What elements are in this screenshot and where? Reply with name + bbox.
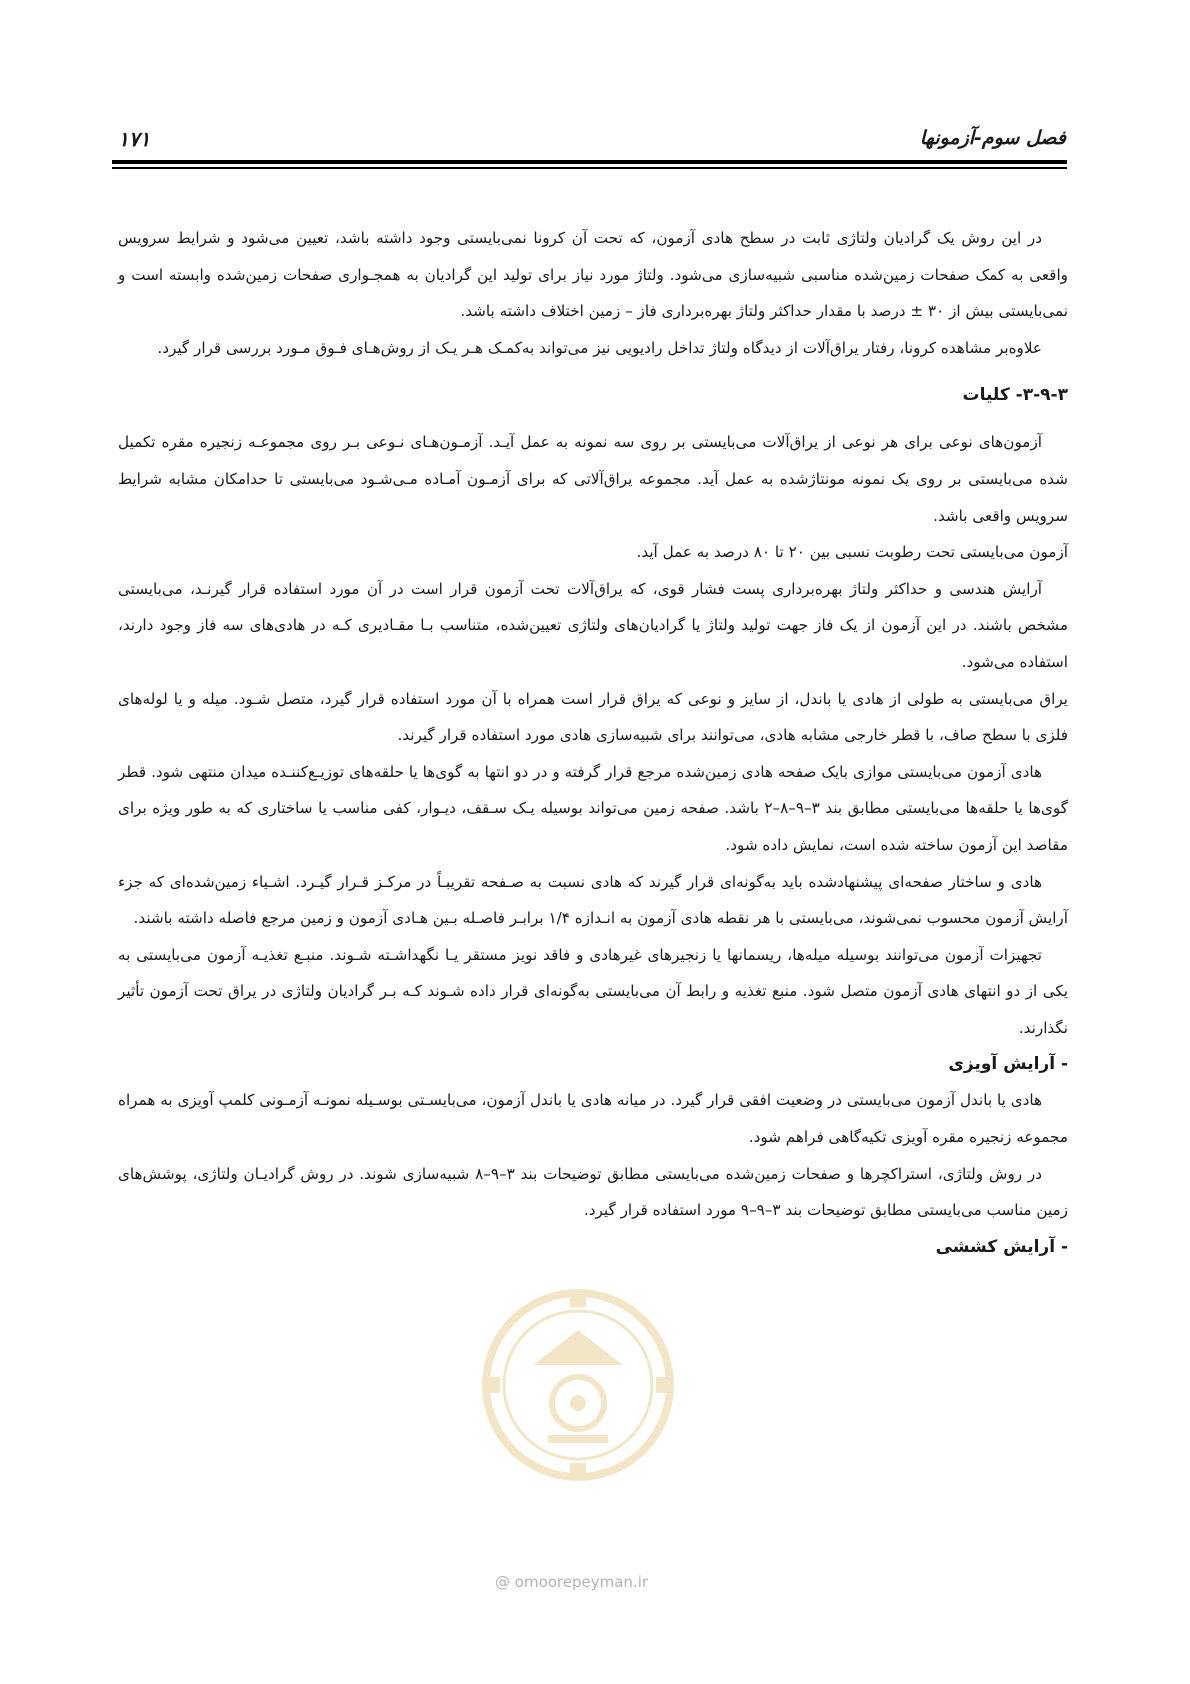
watermark-site: @ omoorepeyman.ir (495, 1573, 649, 1591)
header-rule-thin (112, 167, 1067, 169)
page-number: ۱۷۱ (118, 127, 151, 151)
paragraph: علاوه‌بر مشاهده کرونا، رفتار یراق‌آلات از دیدگاه ولتاژ تداخل رادیویی نیز می‌تواند به‌کمـک هـر یـک از روش‌هـای فـوق مـورد بررسی قرار گیرد. (157, 338, 1042, 357)
page-header (118, 127, 1066, 153)
section-heading: ۳-۹-۳- کلیات (962, 385, 1068, 406)
header-rule-thick (112, 160, 1067, 164)
paragraph: هادی و ساختار صفحه‌ای پیشنهادشده باید به‌گونه‌ای قرار گیرند که هادی نسبت به صـفحه تقریبـاً در مرکـز قـرار گیـرد. اشـیاء زمین‌شده‌ای که جزء آرایش آزمون محسوب نمی‌شوند، می‌بایستی با هر نقطه هادی آزمون به انـدازه ۱/۴ برابـر فاصـله بـین هـادی آزمون و زمین مرجع فاصله داشته باشند. (118, 872, 1068, 928)
paragraph: تجهیزات آزمون می‌توانند بوسیله میله‌ها، ریسمانها یا زنجیرهای غیرهادی و فاقد نویز مستقر یـا نگهداشـته شـوند. منبـع تغذیـه آزمون می‌بایستی به یکی از دو انتهای هادی آزمون متصل شود. منبع تغذیه و رابط آن می‌بایستی به‌گونه‌ای قرار داده شـوند کـه بـر گرادیان ولتاژی در یراق تحت آزمون تأثیر نگذارند. (118, 945, 1068, 1037)
paragraph: آزمون می‌بایستی تحت رطوبت نسبی بین ۲۰ تا ۸۰ درصد به عمل آید. (636, 543, 1068, 562)
paragraph: یراق می‌بایستی به طولی از هادی یا باندل، از سایز و نوعی که یراق قرار است همراه با آن مورد استفاده قرار گیرد، متصل شـود. میله و یا لوله‌های فلزی با سطح صاف، با قطر خارجی مشابه هادی، می‌توانند برای شبیه‌سازی هادی مورد استفاده قرار گیرند. (118, 689, 1068, 745)
paragraph: در روش ولتاژی، استراکچرها و صفحات زمین‌شده می‌بایستی مطابق توضیحات بند ۳–۹–۸ شبیه‌سازی شوند. در روش گرادیـان ولتاژی، پوشش‌های زمین مناسب می‌بایستی مطابق توضیحات بند ۳–۹–۹ مورد استفاده قرار گیرد. (118, 1164, 1068, 1220)
paragraph: در این روش یک گرادیان ولتاژی ثابت در سطح هادی آزمون، که تحت آن کرونا نمی‌بایستی وجود داشته باشد، تعیین می‌شود و شرایط سرویس واقعی به کمک صفحات زمین‌شده مناسبی شبیه‌سازی می‌شود. ولتاژ مورد نیاز برای تولید این گرادیان به همجـواری صفحات زمین‌شده وابسته است و نمی‌بایستی بیش از ۳۰ ± درصد با مقدار حداکثر ولتاژ بهره‌برداری فاز – زمین اختلاف داشته باشد. (118, 229, 1068, 321)
watermark-seal-icon (478, 1285, 678, 1485)
body-text (118, 220, 1068, 1265)
tension-heading: - آرایش کششی (935, 1236, 1068, 1257)
paragraph: هادی یا باندل آزمون می‌بایستی در وضعیت افقی قرار گیرد. در میانه هادی یا باندل آزمون، می‌بایسـتی بوسـیله نمونـه آزمـونی کلمپ آویزی به همراه مجموعه زنجیره مقره آویزی تکیه‌گاهی فراهم شود. (118, 1091, 1068, 1147)
chapter-title: فصل سوم-آزمونها (919, 127, 1066, 149)
paragraph: هادی آزمون می‌بایستی موازی بایک صفحه هادی زمین‌شده مرجع قرار گرفته و در دو انتها به گوی‌ها یا حلقه‌های توزیـع‌کننـده میدان منتهی شود. قطر گوی‌ها یا حلقه‌ها می‌بایستی مطابق بند ۳–۹–۸–۲ باشد. صفحه زمین می‌تواند بوسیله یـک سـقف، دیـوار، کفی مناسب یا ساختاری که به طور ویژه برای مقاصد این آزمون ساخته شده است، نمایش داده شود. (118, 762, 1068, 854)
paragraph: آرایش هندسی و حداکثر ولتاژ بهره‌برداری پست فشار قوی، که یراق‌آلات تحت آزمون قرار است در آن مورد استفاده قرار گیرنـد، می‌بایستی مشخص باشند. در این آزمون از یک فاز جهت تولید ولتاژ یا گرادیان‌های ولتاژی تعیین‌شده، متناسب بـا مقـادیری کـه در هادی‌های سه فاز وجود دارند، استفاده می‌شود. (118, 579, 1068, 671)
paragraph: آزمون‌های نوعی برای هر نوعی از یراق‌آلات می‌بایستی بر روی سه نمونه به عمل آیـد. آزمـون‌هـای نـوعی بـر روی مجموعـه زنجیره مقره تکمیل شده می‌بایستی بر روی یک نمونه مونتاژشده به عمل آید. مجموعه یراق‌آلاتی که برای آزمـون آمـاده مـی‌شـود می‌بایستی تا حدامکان مشابه شرایط سرویس واقعی باشد. (118, 433, 1068, 525)
suspension-heading: - آرایش آویزی (948, 1054, 1068, 1075)
